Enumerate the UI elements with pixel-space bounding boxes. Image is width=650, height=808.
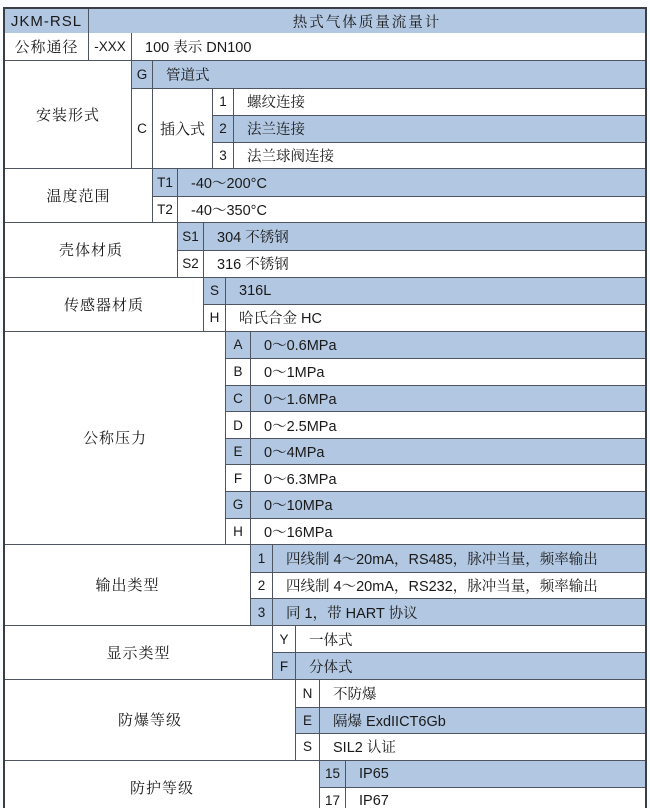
option-desc: 0～1MPa bbox=[250, 359, 645, 385]
option-desc: 0～16MPa bbox=[250, 519, 645, 545]
product-title: 热式气体质量流量计 bbox=[88, 9, 645, 33]
option-code: G bbox=[131, 61, 152, 88]
option-row bbox=[212, 115, 645, 142]
section-body bbox=[88, 33, 645, 60]
section-body bbox=[225, 332, 645, 545]
section-label-sensor-material: 传感器材质 bbox=[5, 278, 203, 331]
option-desc: 0～1.6MPa bbox=[250, 386, 645, 412]
option-row bbox=[272, 626, 645, 653]
section-nominal-diameter bbox=[5, 33, 645, 60]
section-label-output-type: 输出类型 bbox=[5, 545, 250, 625]
section-sensor-material bbox=[5, 277, 645, 331]
section-body bbox=[295, 680, 645, 760]
option-code: B bbox=[225, 359, 250, 385]
section-body bbox=[319, 761, 645, 808]
option-desc: 四线制 4～20mA，RS485，脉冲当量，频率输出 bbox=[272, 545, 645, 572]
option-row bbox=[177, 250, 645, 277]
option-desc: IP67 bbox=[345, 788, 645, 808]
option-desc: 法兰球阀连接 bbox=[233, 143, 645, 169]
option-row bbox=[177, 223, 645, 250]
option-code: 2 bbox=[212, 116, 233, 142]
option-row bbox=[295, 733, 645, 760]
option-desc: 100 表示 DN100 bbox=[131, 33, 645, 60]
option-desc: 管道式 bbox=[152, 61, 645, 88]
option-row bbox=[203, 278, 645, 305]
option-desc: -40～350°C bbox=[177, 197, 645, 223]
option-code: 3 bbox=[212, 143, 233, 169]
option-row bbox=[250, 545, 645, 572]
option-row bbox=[88, 33, 645, 60]
option-row bbox=[250, 572, 645, 599]
group-label: 插入式 bbox=[152, 89, 212, 169]
subrows bbox=[212, 89, 645, 169]
option-code: 1 bbox=[250, 545, 272, 572]
option-code: T1 bbox=[152, 169, 177, 196]
option-code: S1 bbox=[177, 223, 203, 250]
selection-table bbox=[3, 7, 647, 808]
option-desc: 316L bbox=[225, 278, 645, 305]
option-code: 3 bbox=[250, 599, 272, 625]
option-desc: 分体式 bbox=[295, 653, 645, 679]
option-code: S2 bbox=[177, 251, 203, 277]
section-housing-material bbox=[5, 222, 645, 276]
option-desc: 0～10MPa bbox=[250, 492, 645, 518]
section-temperature-range bbox=[5, 168, 645, 222]
group-code: C bbox=[131, 89, 152, 169]
option-row bbox=[203, 304, 645, 331]
option-row bbox=[250, 598, 645, 625]
option-row bbox=[319, 787, 645, 808]
option-row bbox=[295, 707, 645, 734]
option-code: 1 bbox=[212, 89, 233, 116]
option-code: -XXX bbox=[88, 33, 131, 60]
option-row bbox=[319, 761, 645, 788]
section-label-protection-rating: 防护等级 bbox=[5, 761, 319, 808]
section-body bbox=[152, 169, 645, 222]
option-code: Y bbox=[272, 626, 295, 653]
option-desc: 一体式 bbox=[295, 626, 645, 653]
option-desc: 同 1，带 HART 协议 bbox=[272, 599, 645, 625]
section-body bbox=[131, 61, 645, 168]
section-body bbox=[272, 626, 645, 679]
option-desc: -40～200°C bbox=[177, 169, 645, 196]
section-body bbox=[203, 278, 645, 331]
model-code: JKM-RSL bbox=[5, 9, 88, 33]
option-desc: 不防爆 bbox=[319, 680, 645, 707]
section-protection-rating bbox=[5, 760, 645, 808]
option-code: F bbox=[225, 465, 250, 491]
option-code: G bbox=[225, 492, 250, 518]
option-code: T2 bbox=[152, 197, 177, 223]
option-code: A bbox=[225, 332, 250, 359]
option-row bbox=[225, 358, 645, 385]
option-row bbox=[152, 196, 645, 223]
option-code: 17 bbox=[319, 788, 345, 808]
option-desc: 316 不锈钢 bbox=[203, 251, 645, 277]
option-row bbox=[212, 89, 645, 116]
option-desc: 隔爆 ExdIICT6Gb bbox=[319, 708, 645, 734]
option-code: N bbox=[295, 680, 319, 707]
option-row bbox=[272, 652, 645, 679]
option-code: F bbox=[272, 653, 295, 679]
option-row bbox=[225, 438, 645, 465]
option-row bbox=[225, 411, 645, 438]
option-desc: 304 不锈钢 bbox=[203, 223, 645, 250]
option-code: C bbox=[225, 386, 250, 412]
section-header bbox=[5, 9, 645, 33]
option-code: 15 bbox=[319, 761, 345, 788]
section-explosion-proof bbox=[5, 679, 645, 760]
option-desc: 0～4MPa bbox=[250, 439, 645, 465]
section-label-installation: 安装形式 bbox=[5, 61, 131, 168]
option-row bbox=[225, 491, 645, 518]
option-desc: 法兰连接 bbox=[233, 116, 645, 142]
option-code: S bbox=[295, 734, 319, 760]
section-label-temperature-range: 温度范围 bbox=[5, 169, 152, 222]
option-code: E bbox=[225, 439, 250, 465]
option-desc: 螺纹连接 bbox=[233, 89, 645, 116]
option-desc: 哈氏合金 HC bbox=[225, 305, 645, 331]
section-label-display-type: 显示类型 bbox=[5, 626, 272, 679]
option-row bbox=[152, 169, 645, 196]
section-label-nominal-diameter: 公称通径 bbox=[5, 33, 88, 60]
option-desc: 四线制 4～20mA，RS232，脉冲当量，频率输出 bbox=[272, 573, 645, 599]
option-row bbox=[131, 61, 645, 88]
section-label-housing-material: 壳体材质 bbox=[5, 223, 177, 276]
option-row bbox=[225, 518, 645, 545]
option-code: S bbox=[203, 278, 225, 305]
title-row bbox=[88, 9, 645, 33]
section-display-type bbox=[5, 625, 645, 679]
section-body bbox=[177, 223, 645, 276]
option-row bbox=[225, 464, 645, 491]
section-installation bbox=[5, 60, 645, 168]
option-row bbox=[225, 385, 645, 412]
section-label-explosion-proof: 防爆等级 bbox=[5, 680, 295, 760]
option-row bbox=[212, 142, 645, 169]
section-output-type bbox=[5, 544, 645, 625]
option-desc: 0～2.5MPa bbox=[250, 412, 645, 438]
option-row bbox=[225, 332, 645, 359]
option-desc: 0～6.3MPa bbox=[250, 465, 645, 491]
option-code: H bbox=[203, 305, 225, 331]
option-desc: 0～0.6MPa bbox=[250, 332, 645, 359]
option-row bbox=[295, 680, 645, 707]
option-desc: SIL2 认证 bbox=[319, 734, 645, 760]
section-label-nominal-pressure: 公称压力 bbox=[5, 332, 225, 545]
option-code: H bbox=[225, 519, 250, 545]
option-code: 2 bbox=[250, 573, 272, 599]
option-desc: IP65 bbox=[345, 761, 645, 788]
option-group bbox=[131, 88, 645, 169]
option-code: E bbox=[295, 708, 319, 734]
section-body bbox=[250, 545, 645, 625]
option-code: D bbox=[225, 412, 250, 438]
sections-container bbox=[5, 33, 645, 808]
section-nominal-pressure bbox=[5, 331, 645, 545]
